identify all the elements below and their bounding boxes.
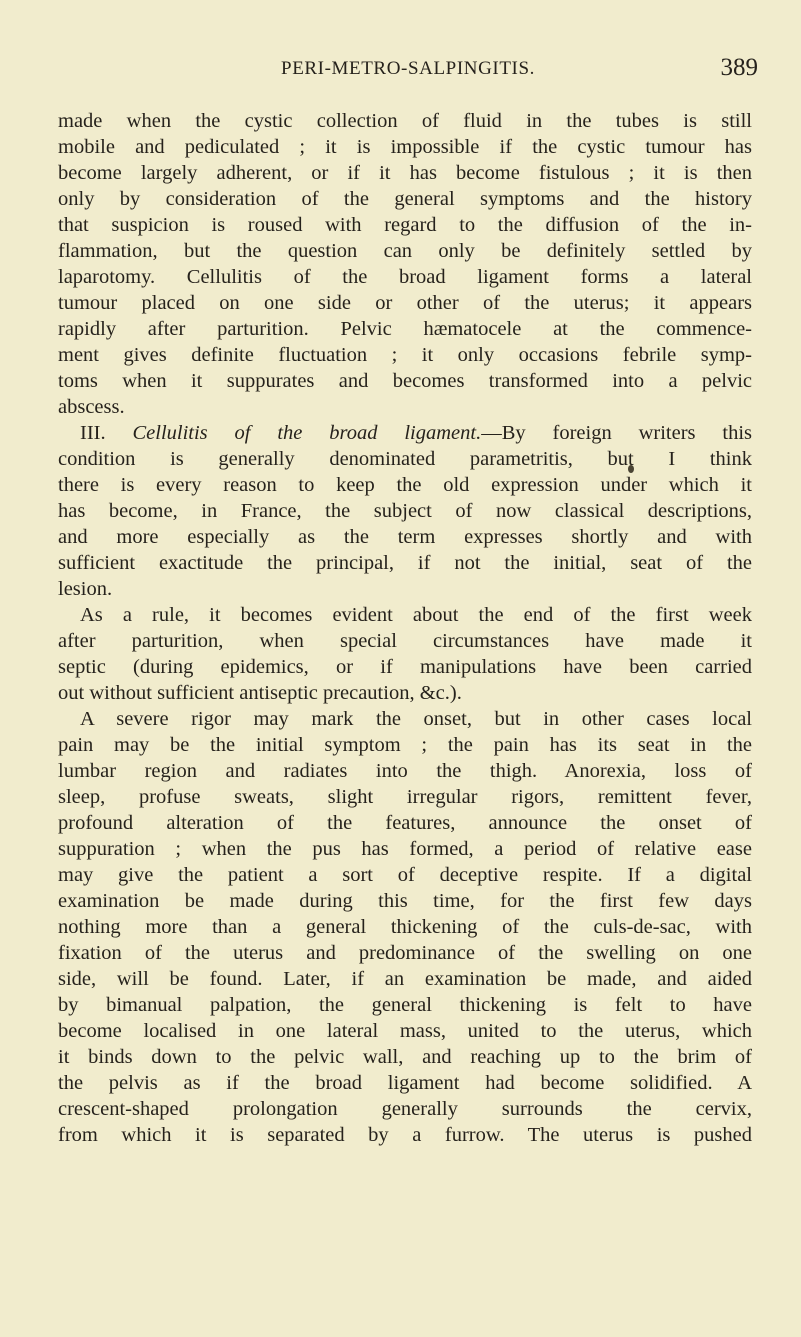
text-line: become localised in one lateral mass, united to the uterus, which <box>58 1020 752 1042</box>
text-line: sleep, profuse sweats, slight irregular rigors, remittent fever, <box>58 786 752 808</box>
text-line: flammation, but the question can only be definitely settled by <box>58 240 752 262</box>
text-line: nothing more than a general thickening of the culs-de-sac, with <box>58 916 752 938</box>
text-line: crescent-shaped prolongation generally surrounds the cervix, <box>58 1098 752 1120</box>
paragraph <box>58 108 752 420</box>
text-line: the pelvis as if the broad ligament had become solidified. A <box>58 1072 752 1094</box>
text-line: toms when it suppurates and becomes transformed into a pelvic <box>58 370 752 392</box>
text-line: become largely adherent, or if it has become fistulous ; it is then <box>58 162 752 184</box>
text-line: profound alteration of the features, announce the onset of <box>58 812 752 834</box>
text-line: only by consideration of the general symptoms and the history <box>58 188 752 210</box>
text-line: made when the cystic collection of fluid in the tubes is still <box>58 110 752 132</box>
text-line: septic (during epidemics, or if manipulations have been carried <box>58 656 752 678</box>
paragraph <box>58 420 752 602</box>
text-line: after parturition, when special circumstances have made it <box>58 630 752 652</box>
section-title: Cellulitis of the broad ligament. <box>132 422 482 444</box>
text-line: by bimanual palpation, the general thickening is felt to have <box>58 994 752 1016</box>
paragraph <box>58 602 752 706</box>
text-line: and more especially as the term expresses shortly and with <box>58 526 752 548</box>
text-line: from which it is separated by a furrow. The uterus is pushed <box>58 1124 752 1146</box>
text-line: ment gives definite fluctuation ; it only occasions febrile symp- <box>58 344 752 366</box>
section-heading-text: —By foreign writers this <box>481 422 752 444</box>
text-line: condition is generally denominated parametritis, but I think <box>58 448 752 470</box>
section-numeral: III. <box>80 422 106 444</box>
body-text <box>58 108 752 1148</box>
text-line: tumour placed on one side or other of the uterus; it appears <box>58 292 752 314</box>
text-line: abscess. <box>58 396 125 418</box>
text-line: it binds down to the pelvic wall, and reaching up to the brim of <box>58 1046 752 1068</box>
text-line: examination be made during this time, for the first few days <box>58 890 752 912</box>
text-line: has become, in France, the subject of now classical descriptions, <box>58 500 752 522</box>
text-line: may give the patient a sort of deceptive respite. If a digital <box>58 864 752 886</box>
text-line: sufficient exactitude the principal, if not the initial, seat of the <box>58 552 752 574</box>
text-line: fixation of the uterus and predominance of the swelling on one <box>58 942 752 964</box>
text-line: lumbar region and radiates into the thigh. Anorexia, loss of <box>58 760 752 782</box>
text-line: laparotomy. Cellulitis of the broad ligament forms a lateral <box>58 266 752 288</box>
text-line: pain may be the initial symptom ; the pain has its seat in the <box>58 734 752 756</box>
text-line: As a rule, it becomes evident about the end of the first week <box>80 604 752 626</box>
running-head <box>58 54 758 86</box>
paragraph <box>58 706 752 1148</box>
text-line: lesion. <box>58 578 113 600</box>
text-line: that suspicion is roused with regard to the diffusion of the in- <box>58 214 752 236</box>
text-line: side, will be found. Later, if an examination be made, and aided <box>58 968 752 990</box>
running-title: PERI-METRO-SALPINGITIS. <box>281 58 535 79</box>
text-line: out without sufficient antiseptic precaution, &c.). <box>58 682 462 704</box>
text-line: rapidly after parturition. Pelvic hæmatocele at the commence- <box>58 318 752 340</box>
page-number: 389 <box>720 54 758 81</box>
text-line: mobile and pediculated ; it is impossible if the cystic tumour has <box>58 136 752 158</box>
text-line: suppuration ; when the pus has formed, a period of relative ease <box>58 838 752 860</box>
text-line: A severe rigor may mark the onset, but in other cases local <box>80 708 752 730</box>
section-heading-line <box>58 420 752 446</box>
text-line: there is every reason to keep the old expression under which it <box>58 474 752 496</box>
